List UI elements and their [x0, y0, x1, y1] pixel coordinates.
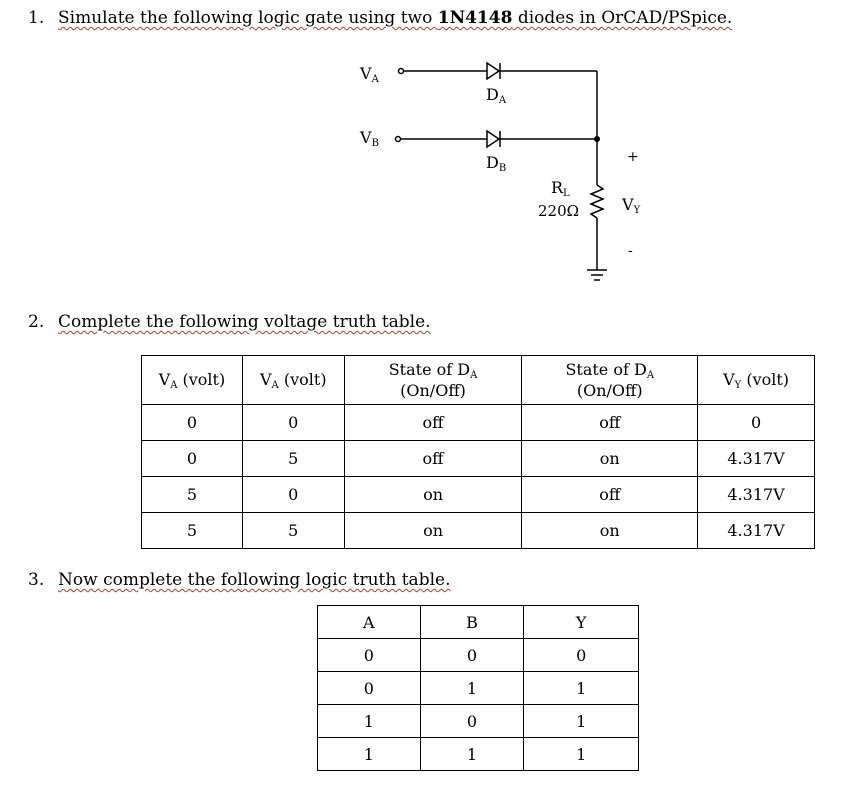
table-cell: 1 — [524, 705, 639, 738]
label-db: $D_B$ — [486, 153, 507, 174]
header-va-volt: $V_A$ (volt) — [142, 356, 243, 405]
vb-terminal — [396, 137, 401, 142]
va-terminal — [399, 69, 404, 74]
table-cell: 0 — [524, 639, 639, 672]
label-rl-value: 220Ω — [538, 202, 580, 220]
table-cell: off — [522, 405, 698, 441]
table-cell: 4.317V — [698, 477, 815, 513]
header-state-da-2: State of $D_A$ (On/Off) — [522, 356, 698, 405]
header-va-volt-2: $V_A$ (volt) — [242, 356, 344, 405]
table-cell: off — [522, 477, 698, 513]
table-cell: 5 — [242, 441, 344, 477]
table-cell: on — [522, 513, 698, 549]
label-rl: $R_L$ — [551, 178, 570, 199]
question-3-number: 3. — [28, 570, 45, 590]
table-cell: 1 — [524, 672, 639, 705]
table-cell: on — [344, 513, 522, 549]
table-cell: 0 — [420, 705, 524, 738]
table-cell: 1 — [524, 738, 639, 771]
voltage-truth-table — [141, 355, 815, 549]
logic-table-header-row — [318, 606, 639, 639]
table-cell: 0 — [318, 672, 421, 705]
question-2 — [28, 312, 431, 332]
table-cell: 0 — [242, 477, 344, 513]
question-1-text: Simulate the following logic gate using two 1N4148 diodes in OrCAD/PSpice. — [58, 8, 733, 28]
table-cell: 0 — [698, 405, 815, 441]
table-cell: 1 — [420, 672, 524, 705]
diode-or-gate-circuit — [0, 0, 860, 310]
table-cell: 0 — [318, 639, 421, 672]
table-cell: 5 — [142, 477, 243, 513]
table-cell: 0 — [142, 441, 243, 477]
header-y: Y — [524, 606, 639, 639]
table-cell: 0 — [142, 405, 243, 441]
table-cell: 4.317V — [698, 513, 815, 549]
diode-db-symbol — [487, 131, 499, 147]
table-row — [142, 477, 815, 513]
question-2-text: Complete the following voltage truth table. — [58, 312, 431, 332]
table-cell: 0 — [420, 639, 524, 672]
table-cell: off — [344, 405, 522, 441]
table-row — [318, 738, 639, 771]
voltage-table-header-row — [142, 356, 815, 405]
question-2-number: 2. — [28, 312, 45, 332]
table-row — [142, 405, 815, 441]
question-1-number: 1. — [28, 8, 45, 28]
label-vb: $V_B$ — [360, 128, 379, 149]
label-minus: - — [628, 243, 633, 259]
table-cell: 5 — [142, 513, 243, 549]
diode-part-number: 1N4148 — [437, 8, 513, 28]
table-row — [142, 513, 815, 549]
header-a: A — [318, 606, 421, 639]
table-cell: 1 — [318, 705, 421, 738]
table-row — [318, 639, 639, 672]
label-vy: $V_Y$ — [622, 195, 641, 216]
resistor-rl-symbol — [591, 185, 603, 218]
table-row — [142, 441, 815, 477]
question-3 — [28, 570, 450, 590]
table-cell: 0 — [242, 405, 344, 441]
header-state-da: State of $D_A$ (On/Off) — [344, 356, 522, 405]
table-cell: on — [522, 441, 698, 477]
table-cell: off — [344, 441, 522, 477]
table-cell: 5 — [242, 513, 344, 549]
label-plus: + — [627, 149, 639, 165]
table-cell: 4.317V — [698, 441, 815, 477]
diode-da-symbol — [487, 63, 499, 79]
question-3-text: Now complete the following logic truth table. — [58, 570, 451, 590]
table-cell: on — [344, 477, 522, 513]
junction-dot — [594, 136, 600, 142]
header-vy-volt: $V_Y$ (volt) — [698, 356, 815, 405]
label-va: $V_A$ — [360, 64, 379, 85]
table-cell: 1 — [420, 738, 524, 771]
header-b: B — [420, 606, 524, 639]
table-cell: 1 — [318, 738, 421, 771]
label-da: $D_A$ — [486, 85, 507, 106]
logic-truth-table — [317, 605, 639, 771]
table-row — [318, 672, 639, 705]
table-row — [318, 705, 639, 738]
